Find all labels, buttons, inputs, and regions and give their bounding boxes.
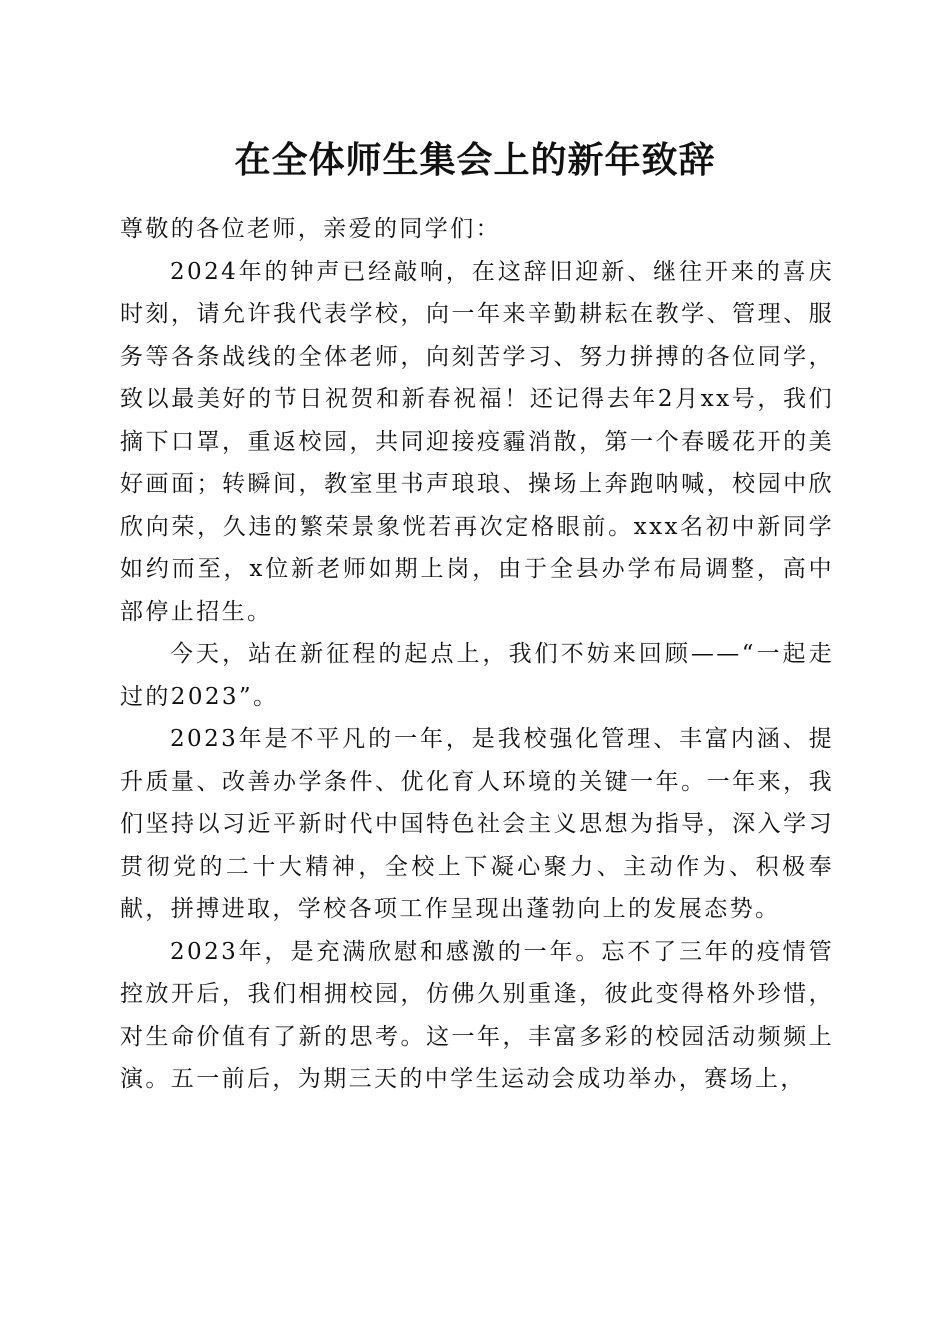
- paragraph-4: 2023年，是充满欣慰和感激的一年。忘不了三年的疫情管控放开后，我们相拥校园，仿佛久别重逢，彼此变得格外珍惜，对生命价值有了新的思考。这一年，丰富多彩的校园活动频频上演。五一前后，为期三天的中学生运动会成功举办，赛场上，: [120, 938, 834, 1092]
- document-title: 在全体师生集会上的新年致辞: [234, 139, 716, 181]
- paragraph-3: 2023年是不平凡的一年，是我校强化管理、丰富内涵、提升质量、改善办学条件、优化育人环境的关键一年。一年来，我们坚持以习近平新时代中国特色社会主义思想为指导，深入学习贯彻党的二十大精神，全校上下凝心聚力、主动作为、积极奉献，拼搏进取，学校各项工作呈现出蓬勃向上的发展态势。: [120, 726, 834, 922]
- document-body: [120, 208, 834, 1101]
- salutation: 尊敬的各位老师，亲爱的同学们：: [120, 216, 501, 242]
- paragraph-2: 今天，站在新征程的起点上，我们不妨来回顾——“一起走过的2023”。: [120, 641, 834, 710]
- paragraph-1: 2024年的钟声已经敲响，在这辞旧迎新、继往开来的喜庆时刻，请允许我代表学校，向一年来辛勤耕耘在教学、管理、服务等各条战线的全体老师，向刻苦学习、努力拼搏的各位同学，致以最美好的节日祝贺和新春祝福！还记得去年2月xx号，我们摘下口罩，重返校园，共同迎接疫霾消散，第一个春暖花开的美好画面；转瞬间，教室里书声琅琅、操场上奔跑呐喊，校园中欣欣向荣，久违的繁荣景象恍若再次定格眼前。xxx名初中新同学如约而至，x位新老师如期上岗，由于全县办学布局调整，高中部停止招生。: [120, 258, 834, 625]
